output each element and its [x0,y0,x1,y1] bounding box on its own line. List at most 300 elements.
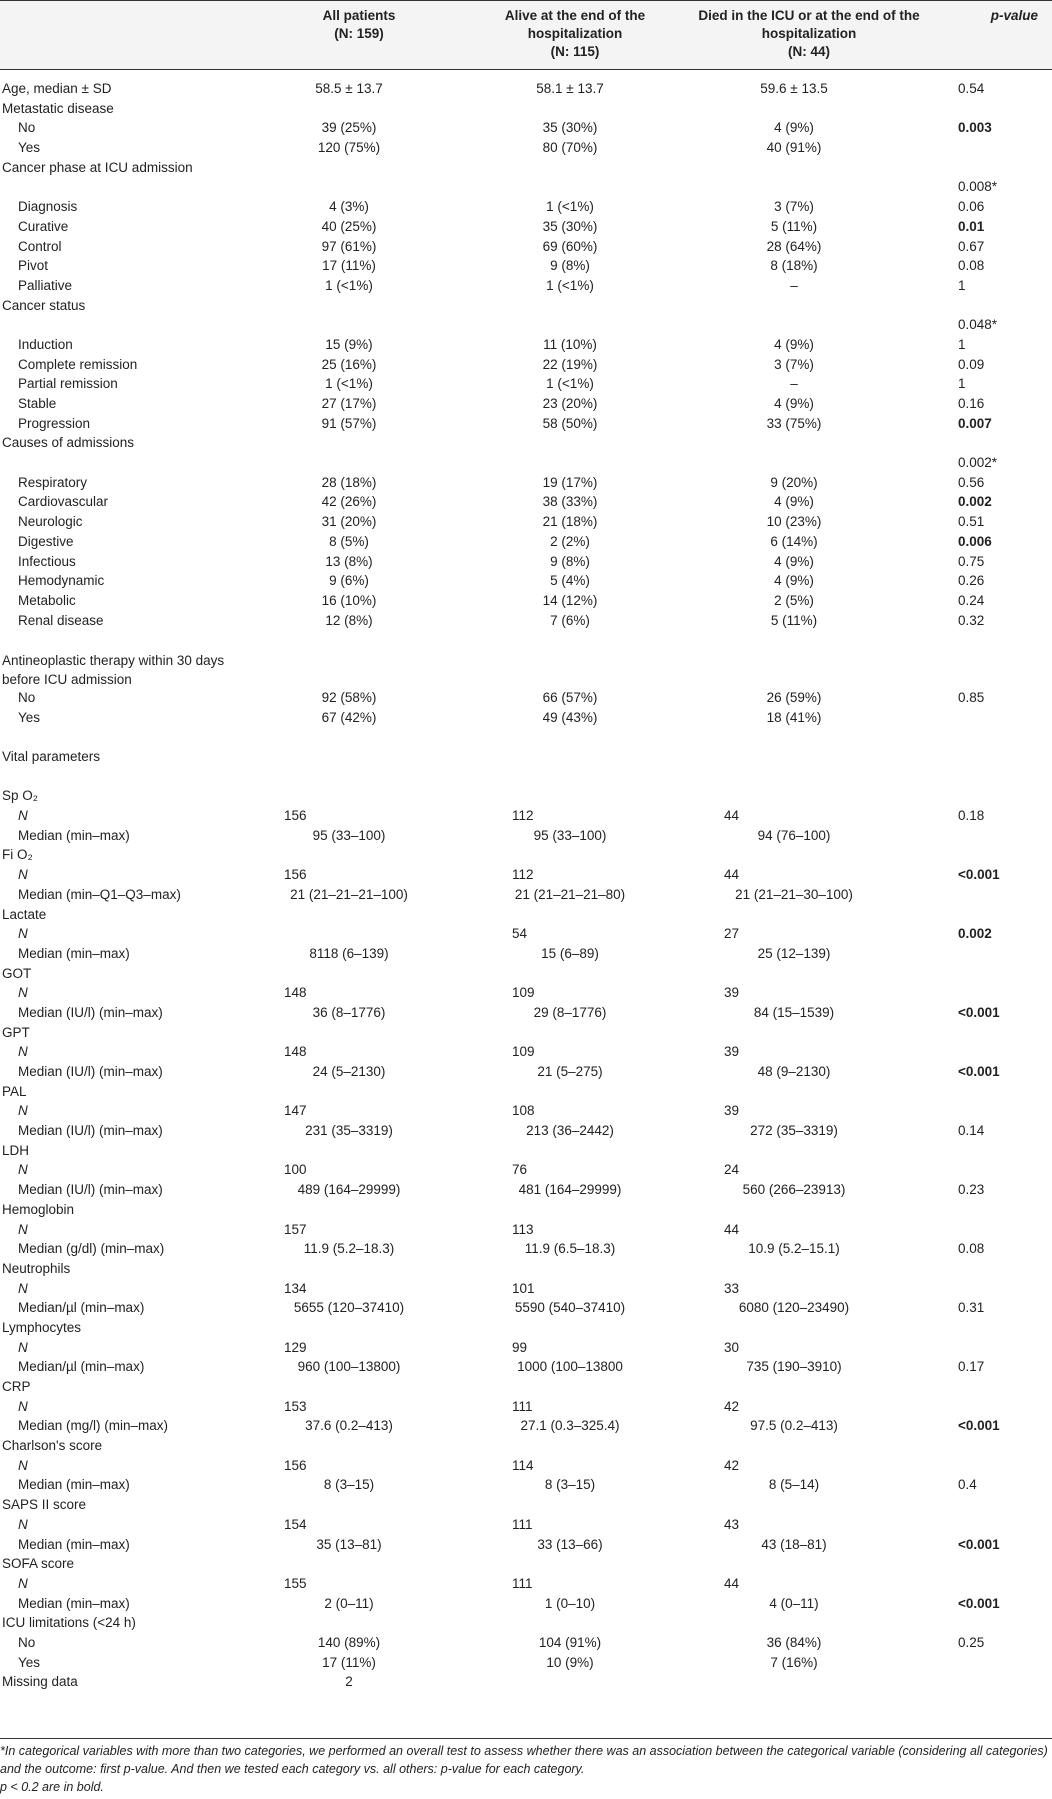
table-row [0,316,1052,336]
cell-pvalue [936,631,1052,651]
cell-alive [468,965,682,985]
row-label: SAPS II score [2,1497,87,1513]
row-label: Cancer status [2,297,86,313]
cell-pvalue: 0.26 [958,573,985,589]
cell-died: 10 (23%) [766,514,822,530]
cell-pvalue [936,827,1052,847]
cell-pvalue: 0.09 [958,356,985,372]
table-row [0,709,1052,729]
row-label: Median/µl (min–max) [18,1300,145,1316]
cell-all-patients: 12 (8%) [325,612,373,628]
row-label: N [18,926,28,942]
cell-alive: 2 (2%) [550,533,590,549]
cell-alive: 23 (20%) [542,396,598,411]
cell-died [682,728,936,748]
cell-pvalue: <0.001 [958,1536,1000,1552]
row-label: N [18,1103,28,1119]
row-label: Neutrophils [2,1260,71,1276]
cell-pvalue [936,1102,1052,1122]
cell-pvalue: 0.003 [958,120,992,136]
cell-all-patients [250,787,468,807]
cell-all-patients [250,297,468,317]
cell-all-patients: 31 (20%) [321,514,377,530]
table-row [0,297,1052,317]
cell-alive: 69 (60%) [542,238,598,254]
table-row [0,159,1052,179]
row-label: Curative [18,218,69,234]
table-row [0,119,1052,139]
row-label: N [18,1221,28,1237]
cell-alive: 111 [512,1398,533,1414]
cell-died [682,965,936,985]
row-label: GPT [2,1024,30,1040]
cell-all-patients: 231 (35–3319) [305,1123,393,1139]
cell-alive [468,768,682,788]
row-label: Pivot [18,258,49,274]
cell-pvalue [936,1614,1052,1634]
row-label: Metastatic disease [2,100,114,116]
table-row [0,1536,1052,1556]
cell-pvalue [936,709,1052,729]
cell-died: 3 (7%) [774,199,814,215]
row-label: Respiratory [18,474,88,490]
table-row [0,434,1052,454]
table-row [0,1437,1052,1457]
cell-alive: 80 (70%) [542,140,598,156]
cell-alive: 109 [512,985,535,1001]
cell-all-patients [250,1496,468,1516]
cell-alive: 8 (3–15) [544,1477,596,1493]
cell-pvalue: 0.67 [958,238,985,254]
cell-alive [468,297,682,317]
cell-died: 42 [724,1457,740,1473]
row-label: Median (IU/l) (min–max) [18,1004,163,1020]
cell-alive: 35 (30%) [542,218,598,234]
cell-pvalue [936,1043,1052,1063]
footnote-text: *In categorical variables with more than two categories, we performed an overall test to assess whether there was an association between the categorical variable (considering all categories) and the outcome: first p-value. And then we tested each category vs. all others: p-value for each category. [0,1744,1048,1776]
cell-pvalue [936,1161,1052,1181]
cell-alive: 111 [512,1516,533,1532]
cell-all-patients: 2 (0–11) [324,1595,374,1611]
cell-alive [468,906,682,926]
cell-alive [468,1496,682,1516]
cell-all-patients: 156 [284,867,307,883]
cell-all-patients [250,1614,468,1634]
row-label: Neurologic [18,514,83,530]
cell-all-patients: 17 (11%) [322,258,376,274]
row-label: Median (min–max) [18,1536,130,1552]
cell-died: – [790,376,798,392]
cell-pvalue: 0.56 [958,474,985,490]
table-row [0,748,1052,768]
cell-all-patients [250,925,468,945]
row-label: Lactate [2,906,47,922]
cell-alive: 76 [512,1162,528,1178]
row-label: Hemoglobin [2,1201,75,1217]
cell-pvalue [936,100,1052,120]
row-label: N [18,1457,28,1473]
cell-pvalue: 0.54 [958,81,985,96]
cell-alive: 111 [512,1575,533,1591]
cell-died [682,1496,936,1516]
row-label: N [18,1044,28,1060]
cell-all-patients: 8 (5%) [329,533,369,549]
row-label: Antineoplastic therapy within 30 days before ICU admission [2,652,225,687]
cell-pvalue [936,159,1052,179]
row-label: Stable [18,396,57,411]
cell-pvalue: 0.51 [958,514,985,530]
cell-alive: 109 [512,1044,535,1060]
table-row [0,70,1052,100]
row-label: Vital parameters [2,749,101,764]
row-label [0,454,250,474]
cell-pvalue: 1 [958,336,966,352]
cell-alive [468,846,682,866]
row-label: Partial remission [18,376,118,392]
row-label: Median (min–max) [18,1477,130,1493]
cell-pvalue [936,1280,1052,1300]
cell-alive [468,728,682,748]
cell-alive [468,1024,682,1044]
cell-all-patients [250,1555,468,1575]
table-row [0,612,1052,632]
header-label-col [0,1,250,70]
cell-all-patients: 17 (11%) [322,1654,376,1670]
table-row [0,553,1052,573]
row-label: Complete remission [18,356,138,372]
table-row [0,356,1052,376]
cell-died [682,1673,936,1693]
cell-alive: 9 (8%) [550,553,590,569]
table-row [0,336,1052,356]
row-label: PAL [2,1083,27,1099]
cell-alive [468,1378,682,1398]
cell-alive: 11.9 (6.5–18.3) [524,1241,616,1257]
cell-died [682,631,936,651]
cell-alive [468,1614,682,1634]
cell-alive [468,748,682,768]
cell-died [682,1024,936,1044]
table-row [0,651,1052,689]
cell-all-patients [250,651,468,689]
cell-pvalue [936,297,1052,317]
cell-alive [468,178,682,198]
cell-alive: 27.1 (0.3–325.4) [520,1418,620,1434]
cell-alive: 114 [512,1457,534,1473]
row-label: ICU limitations (<24 h) [2,1615,136,1631]
table-footnote [0,1738,1052,1796]
cell-all-patients: 91 (57%) [321,415,377,431]
table-body [0,70,1052,1694]
cell-all-patients: 960 (100–13800) [297,1359,401,1375]
table-row [0,395,1052,415]
cell-all-patients: 100 [284,1162,307,1178]
cell-alive: 11 (10%) [543,336,597,352]
cell-died [682,651,936,689]
cell-died: 5 (11%) [770,612,818,628]
cell-all-patients: 156 [284,808,307,824]
cell-pvalue: 0.06 [958,199,985,215]
cell-all-patients: 15 (9%) [325,336,373,352]
row-label: Median (min–max) [18,827,130,843]
cell-died: 33 [724,1280,740,1296]
cell-all-patients [250,159,468,179]
cell-alive: 38 (33%) [542,494,598,510]
cell-pvalue [936,1319,1052,1339]
cell-pvalue [936,768,1052,788]
cell-pvalue: 0.048* [958,317,998,333]
cell-alive: 112 [512,867,534,883]
cell-all-patients: 129 [284,1339,307,1355]
cell-died: 44 [724,1575,740,1591]
cell-alive: 21 (5–275) [537,1064,603,1079]
table-row [0,1614,1052,1634]
cell-died: 94 (76–100) [757,827,831,843]
table-row [0,1358,1052,1378]
cell-pvalue [936,1221,1052,1241]
cell-all-patients: 27 (17%) [321,396,377,411]
cell-all-patients [250,768,468,788]
row-label: Median (g/dl) (min–max) [18,1241,165,1257]
row-label: No [18,1634,36,1650]
table-header [0,1,1052,70]
cell-alive [468,1201,682,1221]
row-label [0,178,250,198]
cell-pvalue [936,1339,1052,1359]
table-row [0,493,1052,513]
cell-all-patients: 67 (42%) [321,709,377,725]
cell-all-patients: 120 (75%) [317,140,381,156]
cell-all-patients: 148 [284,985,307,1001]
table-row [0,1181,1052,1201]
cell-pvalue: 0.08 [958,258,985,274]
cell-died: 42 [724,1398,740,1414]
cell-pvalue: 0.4 [958,1477,977,1493]
cell-alive: 7 (6%) [550,612,590,628]
table-row [0,1673,1052,1693]
cell-all-patients: 5655 (120–37410) [293,1300,405,1316]
table-row [0,1161,1052,1181]
cell-pvalue: 0.006 [958,533,992,549]
cell-alive: 1 (<1%) [546,277,594,293]
cell-all-patients: 148 [284,1044,307,1060]
cell-alive: 66 (57%) [542,689,598,705]
cell-alive [468,1555,682,1575]
cell-died: 8 (5–14) [768,1477,820,1493]
header-all-patients-n: (N: 159) [334,26,384,41]
cell-all-patients [250,434,468,454]
row-label: Induction [18,336,73,352]
cell-alive: 112 [512,808,534,824]
table-row [0,866,1052,886]
cell-all-patients [250,1319,468,1339]
cell-died [682,787,936,807]
table-row [0,631,1052,651]
cell-died: 33 (75%) [766,415,822,431]
cell-pvalue: 0.007 [958,415,992,431]
cell-all-patients [250,846,468,866]
cell-all-patients: 16 (10%) [321,592,377,608]
cell-alive [468,1319,682,1339]
table-row [0,1398,1052,1418]
table-row [0,1457,1052,1477]
cell-alive: 9 (8%) [550,258,590,274]
header-alive: Alive at the end of the hospitalization (N: 115) [468,1,682,70]
cell-all-patients: 8 (3–15) [323,1477,375,1493]
cell-alive: 21 (21–21–21–80) [514,886,626,902]
cell-pvalue [936,1378,1052,1398]
cell-died: 4 (9%) [774,573,814,589]
cell-alive: 35 (30%) [542,120,598,136]
table-row [0,1575,1052,1595]
row-label: Metabolic [18,592,76,608]
table-row [0,787,1052,807]
table-row [0,533,1052,553]
cell-died: 48 (9–2130) [757,1064,831,1079]
cell-alive [468,1260,682,1280]
cell-died: 10.9 (5.2–15.1) [748,1241,840,1257]
cell-died: 4 (9%) [774,336,814,352]
cell-pvalue: 0.18 [958,808,985,824]
cell-all-patients: 134 [284,1280,307,1296]
cell-alive [468,100,682,120]
cell-alive: 5 (4%) [550,573,590,589]
cell-all-patients: 155 [284,1575,307,1591]
row-label: N [18,1339,28,1355]
cell-alive [468,1083,682,1103]
row-label: N [18,1280,28,1296]
cell-alive [468,787,682,807]
row-label: Hemodynamic [18,573,105,589]
cell-died [682,748,936,768]
cell-all-patients: 154 [284,1516,307,1532]
cell-died: 84 (15–1539) [753,1004,835,1020]
row-label: Missing data [2,1674,78,1690]
table-row [0,178,1052,198]
row-label: GOT [2,965,32,981]
cell-pvalue: <0.001 [958,1595,1000,1611]
cell-alive: 33 (13–66) [537,1536,603,1552]
cell-died: 18 (41%) [766,709,822,725]
row-label: Yes [18,140,41,156]
cell-pvalue: 0.24 [958,592,985,608]
row-label: Median (IU/l) (min–max) [18,1123,163,1139]
cell-alive: 58.1 ± 13.7 [536,81,604,96]
cell-alive: 101 [512,1280,535,1296]
cell-died: 44 [724,808,740,824]
table-row [0,1201,1052,1221]
cell-pvalue: 0.002 [958,494,992,510]
cell-pvalue [936,1083,1052,1103]
table-row [0,1122,1052,1142]
row-label: Sp O₂ [2,788,39,804]
header-all-patients: All patients (N: 159) [250,1,468,70]
row-label [0,631,250,651]
cell-pvalue: 0.85 [958,689,985,705]
row-label: Renal disease [18,612,104,628]
cell-pvalue [936,945,1052,965]
cell-pvalue: 0.23 [958,1182,985,1198]
table-row [0,592,1052,612]
cell-pvalue: <0.001 [958,1418,1000,1434]
table-row [0,1516,1052,1536]
cell-alive [468,651,682,689]
cell-died: – [790,277,798,293]
cell-died: 6080 (120–23490) [738,1300,850,1316]
row-label: Diagnosis [18,199,78,215]
cell-pvalue [936,886,1052,906]
cell-pvalue [936,1673,1052,1693]
cell-all-patients [250,100,468,120]
cell-alive: 481 (164–29999) [518,1182,622,1198]
cell-all-patients: 157 [284,1221,307,1237]
cell-all-patients: 28 (18%) [321,474,377,490]
table-row [0,1102,1052,1122]
table-row [0,1299,1052,1319]
row-label [0,728,250,748]
row-label: Median (min–max) [18,945,130,961]
cell-died [682,1319,936,1339]
cell-all-patients: 156 [284,1457,307,1473]
cell-pvalue [936,1437,1052,1457]
cell-pvalue [936,1575,1052,1595]
table-row [0,1024,1052,1044]
cell-pvalue [936,1555,1052,1575]
cell-all-patients: 147 [284,1103,307,1119]
cell-pvalue [936,748,1052,768]
cell-pvalue: 0.17 [958,1359,985,1375]
table-row [0,1260,1052,1280]
cell-pvalue [936,728,1052,748]
cell-pvalue: 0.08 [958,1241,985,1257]
table-row [0,1378,1052,1398]
cell-alive: 213 (36–2442) [526,1123,614,1139]
table-row [0,1417,1052,1437]
cell-pvalue: 0.002 [958,926,992,942]
row-label: CRP [2,1379,31,1394]
cell-died: 39 [724,985,740,1001]
header-died: Died in the ICU or at the end of the hospitalization (N: 44) [682,1,936,70]
row-label: Median/µl (min–max) [18,1359,145,1375]
table-row [0,1654,1052,1674]
cell-alive: 104 (91%) [538,1634,602,1650]
cell-pvalue: <0.001 [958,867,1000,883]
row-label: Fi O₂ [2,847,33,863]
row-label: Infectious [18,553,76,569]
cell-died: 39 [724,1103,740,1119]
cell-all-patients [250,728,468,748]
table-row [0,1063,1052,1083]
cell-all-patients: 39 (25%) [321,120,377,136]
header-pvalue: p-value [990,8,1038,23]
cell-pvalue: <0.001 [958,1004,1000,1020]
table-row [0,238,1052,258]
cell-died [682,846,936,866]
row-label: Cardiovascular [18,494,109,510]
table-row [0,1595,1052,1615]
cell-died: 43 [724,1516,740,1532]
cell-alive: 113 [512,1221,534,1237]
row-label: Median (mg/l) (min–max) [18,1418,169,1434]
cell-died: 9 (20%) [770,474,818,490]
cell-alive: 1000 (100–13800 [517,1359,623,1375]
table-row [0,454,1052,474]
cell-died: 3 (7%) [774,356,814,372]
table-row [0,1319,1052,1339]
cell-died [682,1555,936,1575]
table-row [0,1476,1052,1496]
table-row [0,1043,1052,1063]
